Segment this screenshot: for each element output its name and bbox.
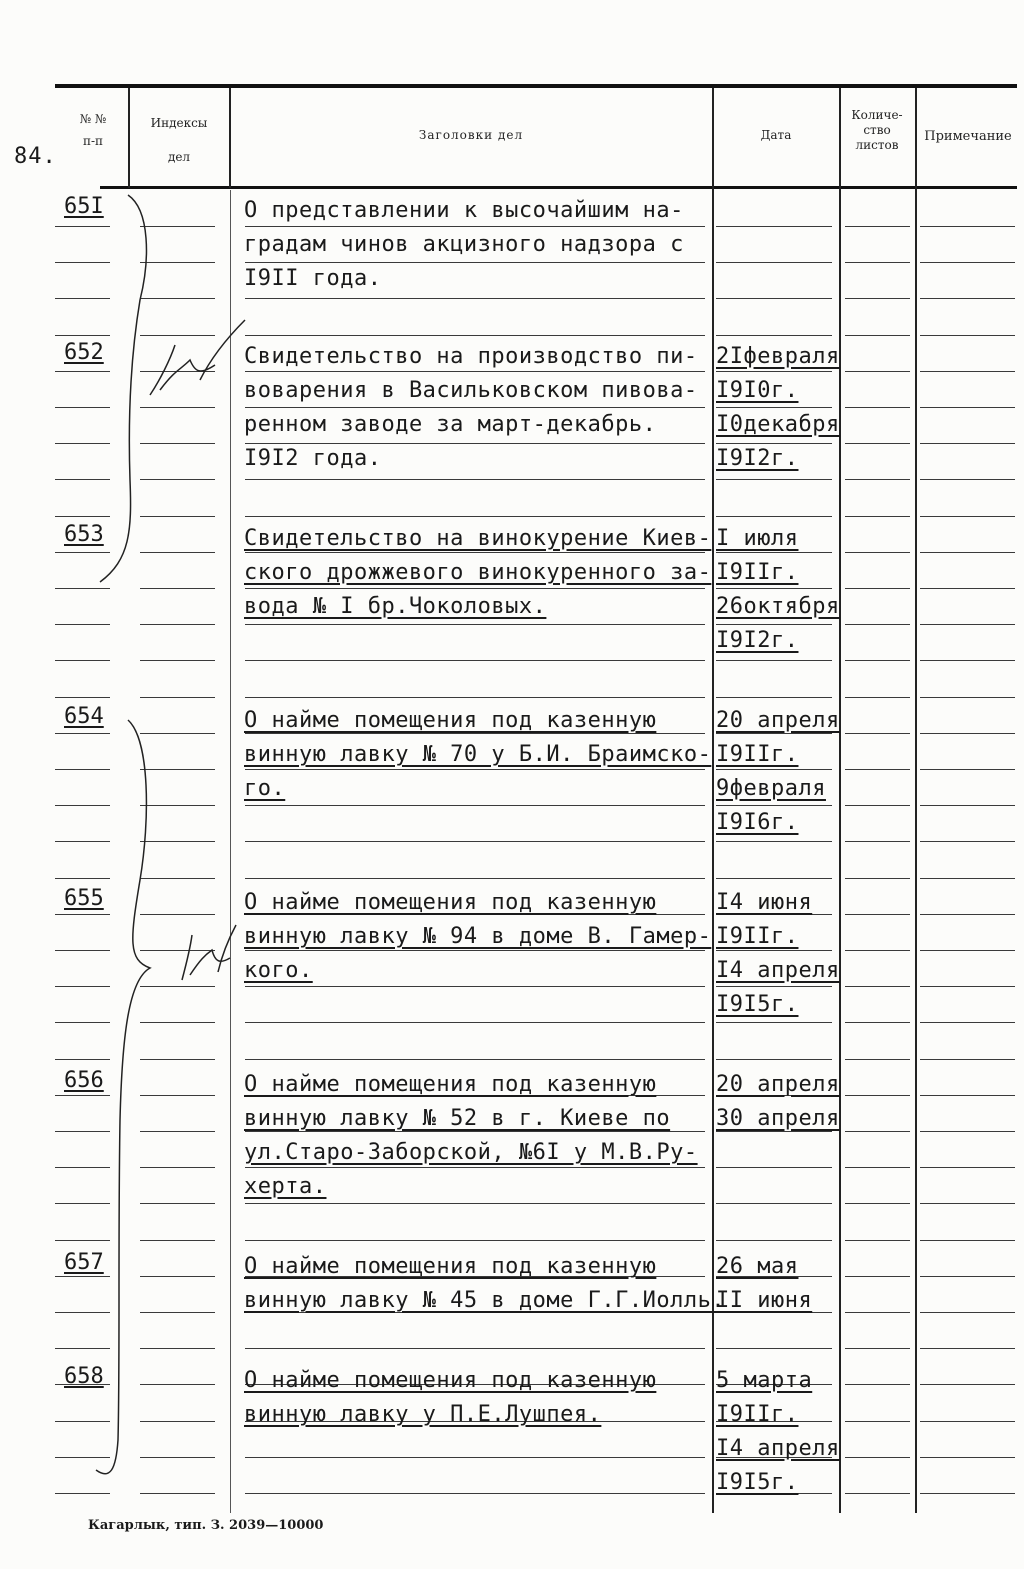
- ruled-line: [140, 552, 215, 553]
- header-note: Примечание: [924, 129, 1012, 144]
- case-date-line: I9I5г.: [716, 992, 799, 1017]
- ruled-line: [920, 479, 1015, 480]
- case-title-line: I9I2 года.: [244, 446, 382, 471]
- case-number: 656: [64, 1068, 104, 1093]
- ruled-line: [55, 1457, 110, 1458]
- ruled-line: [845, 443, 910, 444]
- ruled-line: [55, 841, 110, 842]
- ruled-line: [920, 986, 1015, 987]
- ruled-line: [845, 1203, 910, 1204]
- ruled-line: [55, 479, 110, 480]
- ruled-line: [140, 986, 215, 987]
- case-title-line: херта.: [244, 1174, 327, 1199]
- ruled-line: [55, 986, 110, 987]
- ruled-line: [845, 1384, 910, 1385]
- ruled-line: [55, 733, 110, 734]
- ruled-line: [920, 1457, 1015, 1458]
- case-date-line: I9I0г.: [716, 378, 799, 403]
- ruled-line: [55, 660, 110, 661]
- case-title-line: О найме помещения под казенную: [244, 890, 657, 915]
- case-date-line: I9I2г.: [716, 446, 799, 471]
- ruled-line: [55, 443, 110, 444]
- ruled-line: [920, 1384, 1015, 1385]
- ruled-line: [716, 1167, 832, 1168]
- ruled-line: [55, 1348, 110, 1349]
- ruled-line: [845, 914, 910, 915]
- ruled-line: [55, 1276, 110, 1277]
- ruled-line: [245, 1022, 705, 1023]
- ruled-line: [140, 479, 215, 480]
- ruled-line: [845, 624, 910, 625]
- ruled-line: [920, 624, 1015, 625]
- ruled-line: [716, 1022, 832, 1023]
- header-bottom-rule: [100, 186, 1017, 189]
- ruled-line: [920, 1167, 1015, 1168]
- ruled-line: [55, 407, 110, 408]
- ruled-line: [55, 1059, 110, 1060]
- brace-upper: [100, 195, 146, 582]
- case-date-line: I0декабря: [716, 412, 840, 437]
- ruled-line: [140, 1203, 215, 1204]
- case-date-line: I июля: [716, 526, 799, 551]
- ruled-line: [140, 914, 215, 915]
- ruled-line: [920, 950, 1015, 951]
- ruled-line: [55, 1312, 110, 1313]
- ruled-line: [140, 733, 215, 734]
- ruled-line: [716, 298, 832, 299]
- case-title-line: ского дрожжевого винокуренного за-: [244, 560, 712, 585]
- ruled-line: [920, 1240, 1015, 1241]
- case-date-line: I9IIг.: [716, 1402, 799, 1427]
- ruled-line: [55, 805, 110, 806]
- ruled-line: [140, 335, 215, 336]
- ruled-line: [920, 1421, 1015, 1422]
- ruled-line: [55, 516, 110, 517]
- case-number: 653: [64, 522, 104, 547]
- case-date-line: I9I5г.: [716, 1470, 799, 1495]
- case-date-line: 9февраля: [716, 776, 826, 801]
- ruled-line: [920, 805, 1015, 806]
- ruled-line: [245, 1240, 705, 1241]
- case-date-line: 30 апреля: [716, 1106, 840, 1131]
- ruled-line: [845, 1240, 910, 1241]
- ruled-line: [845, 1457, 910, 1458]
- ruled-line: [920, 1022, 1015, 1023]
- ruled-line: [245, 986, 705, 987]
- col-divider: [229, 88, 231, 188]
- ruled-line: [245, 660, 705, 661]
- case-title-line: винную лавку у П.Е.Лушпея.: [244, 1402, 602, 1427]
- case-title-line: О представлении к высочайшим на-: [244, 198, 684, 223]
- ruled-line: [845, 335, 910, 336]
- ruled-line: [920, 1095, 1015, 1096]
- ruled-line: [845, 1167, 910, 1168]
- ruled-line: [55, 1167, 110, 1168]
- ruled-line: [245, 805, 705, 806]
- ruled-line: [245, 335, 705, 336]
- ruled-line: [845, 950, 910, 951]
- ruled-line: [845, 1095, 910, 1096]
- ruled-line: [920, 298, 1015, 299]
- case-title-line: ул.Старо-Заборской, №6I у М.В.Ру-: [244, 1140, 698, 1165]
- ruled-line: [920, 1059, 1015, 1060]
- ruled-line: [716, 1240, 832, 1241]
- ruled-line: [920, 335, 1015, 336]
- ruled-line: [845, 1348, 910, 1349]
- case-date-line: I9IIг.: [716, 742, 799, 767]
- ruled-line: [920, 407, 1015, 408]
- case-title-line: воварения в Васильковском пивова-: [244, 378, 698, 403]
- ruled-line: [245, 878, 705, 879]
- ruled-line: [55, 878, 110, 879]
- ruled-line: [920, 516, 1015, 517]
- case-date-line: 2Iфевраля: [716, 344, 840, 369]
- ruled-line: [845, 371, 910, 372]
- ruled-line: [845, 805, 910, 806]
- col-divider: [839, 88, 841, 1513]
- ruled-line: [140, 1384, 215, 1385]
- case-title-line: винную лавку № 45 в доме Г.Г.Иолль.: [244, 1288, 726, 1313]
- ruled-line: [716, 841, 832, 842]
- handwritten-mark-lower: [182, 925, 236, 980]
- ruled-line: [845, 1276, 910, 1277]
- printer-imprint: Кагарлык, тип. З. 2039—10000: [88, 1518, 324, 1533]
- case-title-line: О найме помещения под казенную: [244, 708, 657, 733]
- case-date-line: 5 марта: [716, 1368, 813, 1393]
- case-number: 654: [64, 704, 104, 729]
- ruled-line: [245, 697, 705, 698]
- brace-lower: [96, 720, 150, 1474]
- ruled-line: [140, 1421, 215, 1422]
- case-number: 655: [64, 886, 104, 911]
- case-title-line: I9II года.: [244, 266, 382, 291]
- ruled-line: [845, 479, 910, 480]
- ruled-line: [845, 986, 910, 987]
- ruled-line: [920, 769, 1015, 770]
- case-number: 65I: [64, 194, 104, 219]
- header-sheets: Количе- ство листов: [851, 108, 903, 152]
- ruled-line: [245, 624, 705, 625]
- col-divider: [915, 88, 917, 1513]
- ruled-line: [140, 950, 215, 951]
- ruled-line: [55, 226, 110, 227]
- ruled-line: [55, 262, 110, 263]
- ruled-line: [140, 660, 215, 661]
- ruled-line: [140, 1493, 215, 1494]
- ruled-line: [845, 1493, 910, 1494]
- case-date-line: I9I6г.: [716, 810, 799, 835]
- ruled-line: [920, 443, 1015, 444]
- case-title-line: вода № I бр.Чоколовых.: [244, 594, 547, 619]
- ruled-line: [245, 479, 705, 480]
- case-title-line: винную лавку № 52 в г. Киеве по: [244, 1106, 671, 1131]
- case-date-line: I4 апреля: [716, 1436, 840, 1461]
- case-title-line: О найме помещения под казенную: [244, 1368, 657, 1393]
- ruled-line: [140, 226, 215, 227]
- ruled-line: [845, 769, 910, 770]
- case-date-line: 26октября: [716, 594, 840, 619]
- ruled-line: [140, 407, 215, 408]
- ruled-line: [140, 371, 215, 372]
- case-title-line: винную лавку № 70 у Б.И. Браимско-: [244, 742, 712, 767]
- ruled-line: [845, 588, 910, 589]
- ruled-line: [845, 407, 910, 408]
- ruled-line: [140, 1095, 215, 1096]
- case-title-line: Свидетельство на производство пи-: [244, 344, 698, 369]
- ruled-line: [920, 1312, 1015, 1313]
- ruled-line: [716, 1059, 832, 1060]
- ruled-line: [716, 516, 832, 517]
- ruled-line: [245, 516, 705, 517]
- ruled-line: [55, 552, 110, 553]
- ruled-line: [845, 298, 910, 299]
- ruled-line: [55, 914, 110, 915]
- ruled-line: [920, 262, 1015, 263]
- ruled-line: [845, 552, 910, 553]
- ruled-line: [920, 1203, 1015, 1204]
- ruled-line: [920, 841, 1015, 842]
- ruled-line: [55, 1095, 110, 1096]
- ruled-line: [845, 878, 910, 879]
- case-date-line: I4 июня: [716, 890, 813, 915]
- ruled-line: [845, 841, 910, 842]
- ruled-line: [140, 1131, 215, 1132]
- case-title-line: винную лавку № 94 в доме В. Гамер-: [244, 924, 712, 949]
- header-top-rule: [55, 84, 1017, 88]
- ruled-line: [55, 1421, 110, 1422]
- ruled-line: [55, 769, 110, 770]
- ruled-line: [140, 1240, 215, 1241]
- ruled-line: [920, 552, 1015, 553]
- ruled-line: [716, 1348, 832, 1349]
- ruled-line: [845, 262, 910, 263]
- ruled-line: [920, 697, 1015, 698]
- ruled-line: [140, 841, 215, 842]
- case-title-line: кого.: [244, 958, 313, 983]
- ruled-line: [245, 1457, 705, 1458]
- ruled-line: [55, 950, 110, 951]
- ruled-line: [55, 624, 110, 625]
- case-number: 658: [64, 1364, 104, 1389]
- ruled-line: [920, 1493, 1015, 1494]
- case-title-line: Свидетельство на винокурение Киев-: [244, 526, 712, 551]
- ruled-line: [716, 335, 832, 336]
- ruled-line: [55, 1203, 110, 1204]
- col-divider: [230, 190, 231, 1513]
- ruled-line: [716, 479, 832, 480]
- ruled-line: [845, 1421, 910, 1422]
- ruled-line: [140, 1059, 215, 1060]
- ruled-line: [920, 660, 1015, 661]
- ruled-line: [55, 371, 110, 372]
- ruled-line: [920, 371, 1015, 372]
- case-date-line: I9I2г.: [716, 628, 799, 653]
- ruled-line: [920, 1348, 1015, 1349]
- ruled-line: [716, 697, 832, 698]
- ruled-line: [140, 262, 215, 263]
- ruled-line: [716, 878, 832, 879]
- ruled-line: [845, 226, 910, 227]
- ruled-line: [920, 914, 1015, 915]
- case-title-line: градам чинов акцизного надзора с: [244, 232, 684, 257]
- ruled-line: [245, 1348, 705, 1349]
- ruled-line: [845, 733, 910, 734]
- ruled-line: [140, 1312, 215, 1313]
- ruled-line: [245, 841, 705, 842]
- ruled-line: [140, 298, 215, 299]
- case-number: 652: [64, 340, 104, 365]
- ruled-line: [845, 697, 910, 698]
- case-date-line: I9IIг.: [716, 560, 799, 585]
- ruled-line: [716, 660, 832, 661]
- ruled-line: [140, 1167, 215, 1168]
- ruled-line: [245, 1059, 705, 1060]
- ruled-line: [245, 1493, 705, 1494]
- ruled-line: [55, 588, 110, 589]
- ruled-line: [55, 697, 110, 698]
- ruled-line: [140, 769, 215, 770]
- ruled-line: [845, 1059, 910, 1060]
- ruled-line: [55, 1493, 110, 1494]
- header-title: Заголовки дел: [418, 128, 524, 142]
- ruled-line: [845, 660, 910, 661]
- ruled-line: [55, 1131, 110, 1132]
- ruled-line: [140, 1022, 215, 1023]
- ruled-line: [845, 1312, 910, 1313]
- ruled-line: [245, 298, 705, 299]
- case-number: 657: [64, 1250, 104, 1275]
- case-date-line: II июня: [716, 1288, 813, 1313]
- header-num: № № п-п: [79, 112, 107, 148]
- ruled-line: [716, 262, 832, 263]
- ruled-line: [920, 1131, 1015, 1132]
- ruled-line: [845, 516, 910, 517]
- ruled-line: [140, 1348, 215, 1349]
- ruled-line: [716, 1203, 832, 1204]
- case-date-line: 26 мая: [716, 1254, 799, 1279]
- ruled-line: [140, 1276, 215, 1277]
- header-date: Дата: [760, 128, 792, 142]
- ruled-line: [920, 226, 1015, 227]
- ruled-line: [845, 1022, 910, 1023]
- ruled-line: [55, 1022, 110, 1023]
- case-title-line: го.: [244, 776, 286, 801]
- ruled-line: [845, 1131, 910, 1132]
- case-title-line: О найме помещения под казенную: [244, 1254, 657, 1279]
- ruled-line: [716, 226, 832, 227]
- ruled-line: [140, 443, 215, 444]
- ruled-line: [55, 298, 110, 299]
- ruled-line: [140, 588, 215, 589]
- ruled-line: [140, 624, 215, 625]
- ruled-line: [55, 1240, 110, 1241]
- header-index: Индексы дел: [150, 116, 208, 164]
- case-date-line: I9IIг.: [716, 924, 799, 949]
- ruled-line: [920, 733, 1015, 734]
- ruled-line: [920, 878, 1015, 879]
- case-date-line: 20 апреля: [716, 708, 840, 733]
- ruled-line: [140, 1457, 215, 1458]
- ruled-line: [140, 516, 215, 517]
- ruled-line: [140, 805, 215, 806]
- ruled-line: [920, 1276, 1015, 1277]
- ruled-line: [55, 335, 110, 336]
- page-number: 84.: [14, 144, 57, 169]
- ruled-line: [920, 588, 1015, 589]
- case-date-line: I4 апреля: [716, 958, 840, 983]
- case-title-line: ренном заводе за март-декабрь.: [244, 412, 657, 437]
- case-date-line: 20 апреля: [716, 1072, 840, 1097]
- ruled-line: [140, 697, 215, 698]
- ruled-line: [140, 878, 215, 879]
- case-title-line: О найме помещения под казенную: [244, 1072, 657, 1097]
